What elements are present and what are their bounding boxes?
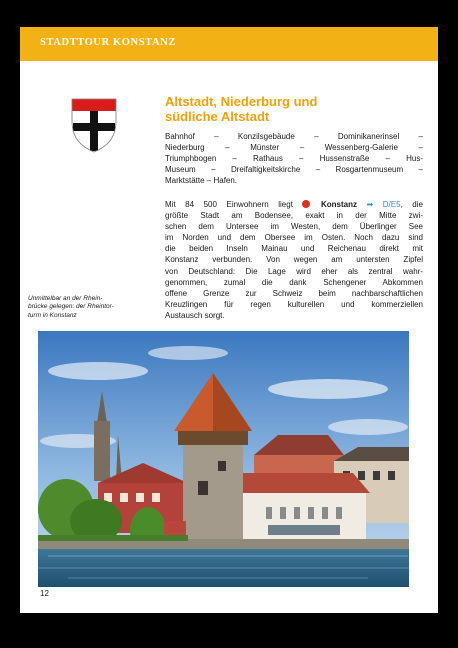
caption-line: brücke gelegen: der Rheintor- [28, 303, 114, 311]
intro-line: genommen, zumal die dank Schengener Abkommen [165, 277, 423, 287]
map-reference-arrow-icon: ➡ [366, 200, 374, 209]
section-heading [165, 94, 425, 124]
intro-line: größte Stadt am Bodensee, exakt in der Mitte zwi- [165, 211, 423, 221]
page-number: 12 [40, 589, 49, 598]
intro-line: die beiden Inseln Mainau und Reichenau direkt mit [165, 244, 423, 254]
intro-line: Austausch sorgt. [165, 310, 225, 320]
intro-lead-end: , die [400, 200, 423, 209]
rheintorturm-photo [38, 331, 409, 587]
route-line: Triumphbogen – Rathaus – Hussenstraße – Hus- [165, 154, 423, 164]
caption-line: Unmittelbar an der Rhein- [28, 295, 103, 302]
intro-line: Konstanz verbunden. Von wegen am untersten Zipfel [165, 255, 423, 265]
header-title: STADTTOUR KONSTANZ [40, 37, 176, 48]
intro-line: im Norden und dem Obersee im Osten. Noch dazu sind [165, 233, 423, 243]
city-name: Konstanz [321, 200, 357, 209]
section-heading-line: südliche Altstadt [165, 109, 270, 124]
document-page [20, 27, 438, 613]
route-line: Marktstätte – Hafen. [165, 176, 238, 186]
route-paragraph [165, 131, 423, 186]
photo-caption [28, 295, 148, 320]
intro-line: Kreuzlingen für regen kulturellen und kommerziellen [165, 299, 423, 309]
intro-first-line [165, 199, 423, 210]
intro-line: schen dem Untersee im Westen, dem Überlinger See [165, 222, 423, 232]
caption-line: turm in Konstanz [28, 311, 77, 319]
route-line: Museum – Dreifaltigkeitskirche – Rosgartenmuseum – [165, 165, 423, 175]
konstanz-coat-of-arms-icon [70, 97, 118, 153]
route-line: Niederburg – Münster – Wessenberg-Galerie – [165, 143, 423, 153]
map-reference[interactable]: D/E5 [382, 200, 401, 209]
intro-paragraph [165, 199, 423, 321]
route-line: Bahnhof – Konzilsgebäude – Dominikanerinsel – [165, 132, 423, 141]
intro-line: offene Grenze zur Schweiz beim nachbarschaftlichen [165, 288, 423, 298]
numbered-marker-icon [302, 200, 310, 208]
intro-lead: Mit 84 500 Einwohnern liegt [165, 200, 293, 209]
header-band [20, 27, 438, 61]
section-heading-line: Altstadt, Niederburg und [165, 94, 318, 109]
intro-line: von Deutschland: Die Lage wird eher als zentral wahr- [165, 266, 423, 276]
